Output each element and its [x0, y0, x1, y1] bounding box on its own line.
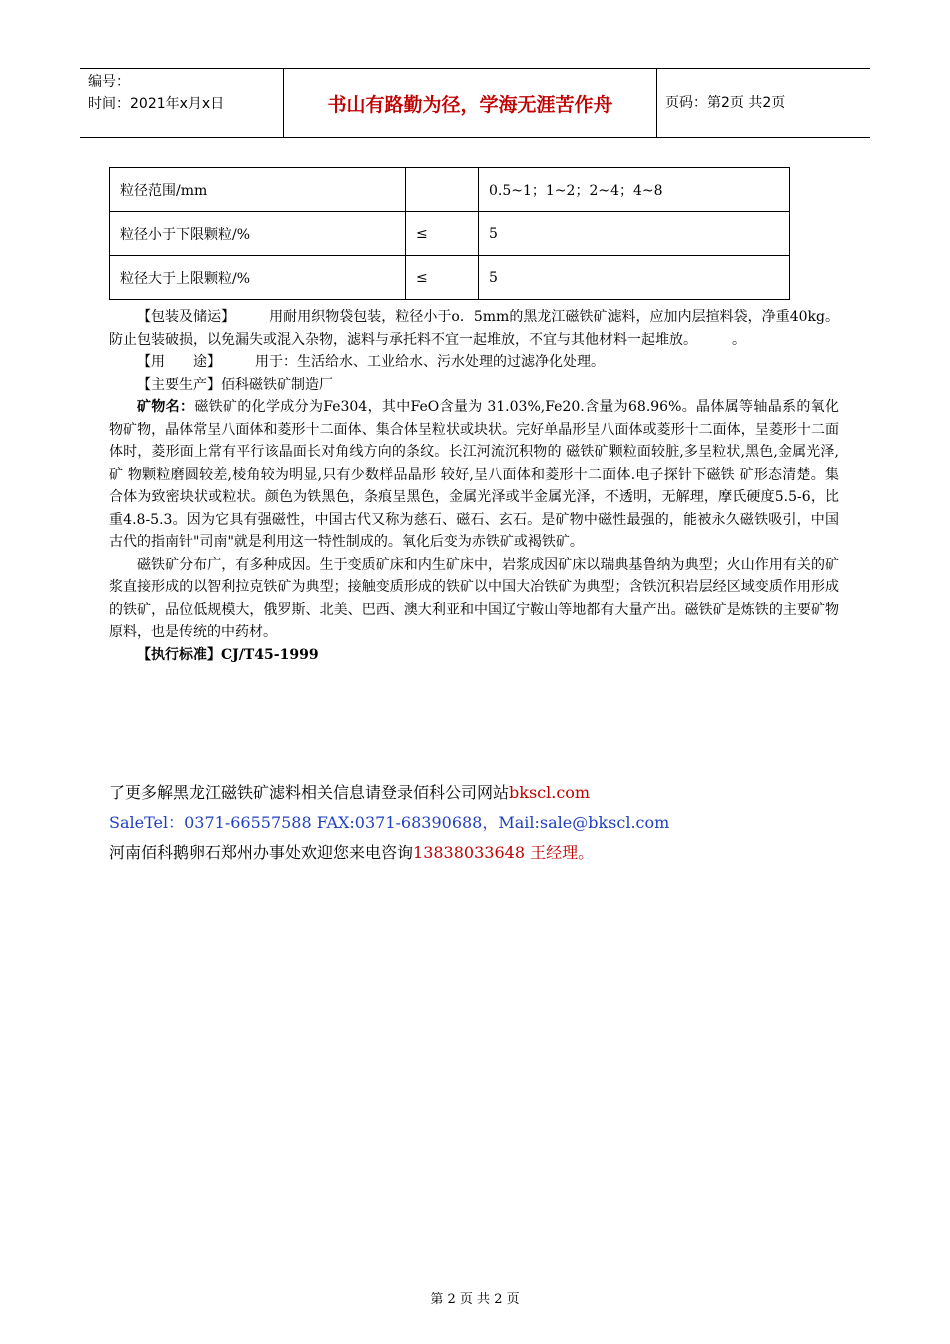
standard-text: CJ/T45-1999 — [221, 646, 319, 663]
mineral-paragraph — [109, 396, 839, 554]
table-row — [110, 168, 790, 212]
contact-website-line — [109, 778, 849, 808]
packaging-paragraph — [109, 306, 839, 351]
packaging-label: 【包装及储运】 — [137, 309, 236, 325]
document-date: 时间：2021年x月x日 — [88, 96, 225, 112]
spec-name: 粒径小于下限颗粒/% — [110, 212, 406, 256]
contact-website-text: 了更多解黑龙江磁铁矿滤料相关信息请登录佰科公司网站 — [109, 783, 510, 802]
page-header — [80, 68, 870, 138]
standard-label: 【执行标准】 — [137, 646, 221, 663]
spec-name: 粒径范围/mm — [110, 168, 406, 212]
producer-text: 佰科磁铁矿制造厂 — [221, 376, 333, 393]
mineral-text: 磁铁矿的化学成分为Fe304，其中FeO含量为 31.03%,Fe20.含量为68.96%。晶体属等轴晶系的氧化物矿物，晶体常呈八面体和菱形十二面体、集合体呈粒状或块状。完好单晶形呈八面体或菱形十二面体，呈菱形十二面体时，菱形面上常有平行该晶面长对角线方向的条纹。长江河流沉积物的 磁铁矿颗粒面较脏,多呈粒状,黑色,金属光泽,矿 物颗粒磨圆较差,棱角较为明显,只有少数样品晶形 较好,呈八面体和菱形十二面体.电子探针下磁铁 矿形态清楚。集合体为致密块状或粒状。颜色为铁黑色，条痕呈黑色，金属光泽或半金属光泽，不透明，无解理，摩氏硬度5.5-6，比重4.8-5.3。因为它具有强磁性，中国古代又称为慈石、磁石、玄石。是矿物中磁性最强的，能被永久磁铁吸引，中国古代的指南针"司南"就是利用这一特性制成的。氧化后变为赤铁矿或褐铁矿。 — [109, 399, 840, 550]
standard-paragraph — [109, 644, 839, 667]
usage-paragraph — [109, 351, 839, 374]
usage-label: 【用 途】 — [137, 354, 221, 370]
spec-table — [109, 167, 790, 300]
header-meta — [88, 71, 283, 115]
contact-block — [109, 778, 849, 868]
spec-operator: ≤ — [406, 256, 479, 300]
header-page-info: 页码：第2页 共2页 — [665, 95, 786, 111]
usage-text: 用于：生活给水、工业给水、污水处理的过滤净化处理。 — [255, 354, 605, 370]
mineral-label: 矿物名： — [137, 399, 195, 415]
spec-value: 5 — [479, 212, 790, 256]
website-link[interactable]: bkscl.com — [509, 783, 591, 802]
producer-paragraph — [109, 374, 839, 397]
table-row — [110, 212, 790, 256]
contact-phone-fax-mail: SaleTel：0371-66557588 FAX:0371-68390688，Mail:sale@bkscl.com — [109, 813, 670, 832]
contact-phone: 13838033648 王经理。 — [413, 843, 595, 862]
document-body — [109, 306, 839, 666]
packaging-text: 用耐用织物袋包装，粒径小于o．5mm的黑龙江磁铁矿滤料，应加内层揎料袋，净重40kg。防止包装破损，以免漏失或混入杂物，滤料与承托料不宜一起堆放，不宜与其他材料一起堆放。 。 — [109, 309, 839, 348]
spec-operator — [406, 168, 479, 212]
header-motto: 书山有路勤为径，学海无涯苦作舟 — [283, 69, 657, 137]
page-footer: 第 2 页 共 2 页 — [430, 1292, 520, 1307]
spec-operator: ≤ — [406, 212, 479, 256]
contact-office-line — [109, 838, 849, 868]
spec-value: 5 — [479, 256, 790, 300]
spec-name: 粒径大于上限颗粒/% — [110, 256, 406, 300]
origin-paragraph: 磁铁矿分布广，有多种成因。生于变质矿床和内生矿床中，岩浆成因矿床以瑞典基鲁纳为典型；火山作用有关的矿浆直接形成的以智利拉克铁矿为典型；接触变质形成的铁矿以中国大冶铁矿为典型；含铁沉积岩层经区域变质作用形成的铁矿，品位低规模大，俄罗斯、北美、巴西、澳大利亚和中国辽宁鞍山等地都有大量产出。磁铁矿是炼铁的主要矿物原料，也是传统的中药材。 — [109, 556, 839, 640]
spec-value: 0.5~1；1~2；2~4；4~8 — [479, 168, 790, 212]
producer-label: 【主要生产】 — [137, 376, 221, 393]
document-number-label: 编号： — [88, 74, 130, 90]
table-row — [110, 256, 790, 300]
contact-office-text: 河南佰科鹅卵石郑州办事处欢迎您来电咨询 — [109, 843, 414, 862]
